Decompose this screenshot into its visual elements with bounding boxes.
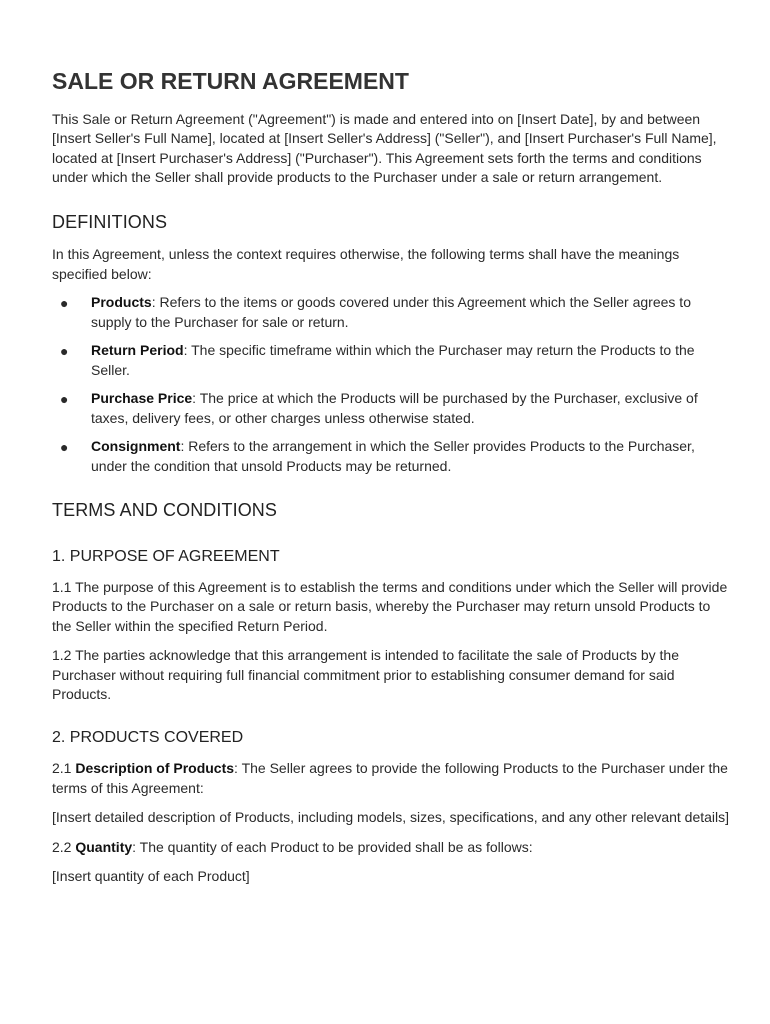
definition-text: : The price at which the Products will be purchased by the Purchaser, exclusive of taxes, delivery fees, or other charges unless otherwise stated. xyxy=(91,390,698,426)
clause-term: Description of Products xyxy=(75,760,235,777)
definition-term: Products xyxy=(91,294,152,311)
definition-term: Purchase Price xyxy=(91,390,193,407)
bullet-icon: ● xyxy=(60,391,69,408)
definition-text: : Refers to the arrangement in which the Seller provides Products to the Purchaser, under the condition that unsold Products may be returned. xyxy=(91,438,695,474)
clause-term: Quantity xyxy=(75,838,133,855)
definition-item-products xyxy=(52,293,732,332)
terms-heading: TERMS AND CONDITIONS xyxy=(52,500,278,521)
clause-text: : The Seller agrees to provide the following Products to the Purchaser under the terms of this Agreement: xyxy=(52,760,728,796)
bullet-icon: ● xyxy=(60,439,69,456)
section-2-1 xyxy=(52,759,732,798)
section-1-2: 1.2 The parties acknowledge that this arrangement is intended to facilitate the sale of Products by the Purchaser without requiring full financial commitment prior to establishing consumer demand for said Products. xyxy=(52,647,680,703)
definitions-list xyxy=(52,293,732,476)
section-2-2 xyxy=(52,838,732,858)
definition-text: : The specific timeframe within which the Purchaser may return the Products to the Seller. xyxy=(91,342,695,378)
section-1-heading: 1. PURPOSE OF AGREEMENT xyxy=(52,547,280,565)
document-page xyxy=(52,68,732,887)
definitions-heading: DEFINITIONS xyxy=(52,211,168,232)
definition-item-consignment xyxy=(52,437,732,476)
definition-item-purchase-price xyxy=(52,389,732,428)
clause-text: : The quantity of each Product to be provided shall be as follows: xyxy=(132,838,533,855)
section-2-2-placeholder: [Insert quantity of each Product] xyxy=(52,868,250,885)
definitions-lead: In this Agreement, unless the context requires otherwise, the following terms shall have the meanings specified below: xyxy=(52,246,680,282)
definition-text: : Refers to the items or goods covered under this Agreement which the Seller agrees to supply to the Purchaser for sale or return. xyxy=(91,294,691,330)
bullet-icon: ● xyxy=(60,295,69,312)
clause-number: 2.2 xyxy=(52,838,76,855)
bullet-icon: ● xyxy=(60,343,69,360)
definition-item-return-period xyxy=(52,341,732,380)
section-1-1: 1.1 The purpose of this Agreement is to establish the terms and conditions under which the Seller will provide Products to the Purchaser on a sale or return basis, whereby the Purchaser may return unsold Products to the Seller within the specified Return Period. xyxy=(52,578,728,634)
section-2-1-placeholder: [Insert detailed description of Products, including models, sizes, specifications, and any other relevant details] xyxy=(52,809,730,826)
clause-number: 2.1 xyxy=(52,760,76,777)
intro-paragraph: This Sale or Return Agreement ("Agreement") is made and entered into on [Insert Date], by and between [Insert Seller's Full Name], located at [Insert Seller's Address] ("Seller"), and [Insert Purchaser's Full Name], located at [Insert Purchaser's Address] ("Purchaser"). This Agreement sets forth the terms and conditions under which the Seller shall provide products to the Purchaser under a sale or return arrangement. xyxy=(52,110,717,186)
definition-term: Return Period xyxy=(91,342,184,359)
document-title: SALE OR RETURN AGREEMENT xyxy=(52,68,409,94)
section-2-heading: 2. PRODUCTS COVERED xyxy=(52,728,244,746)
definition-term: Consignment xyxy=(91,438,181,455)
